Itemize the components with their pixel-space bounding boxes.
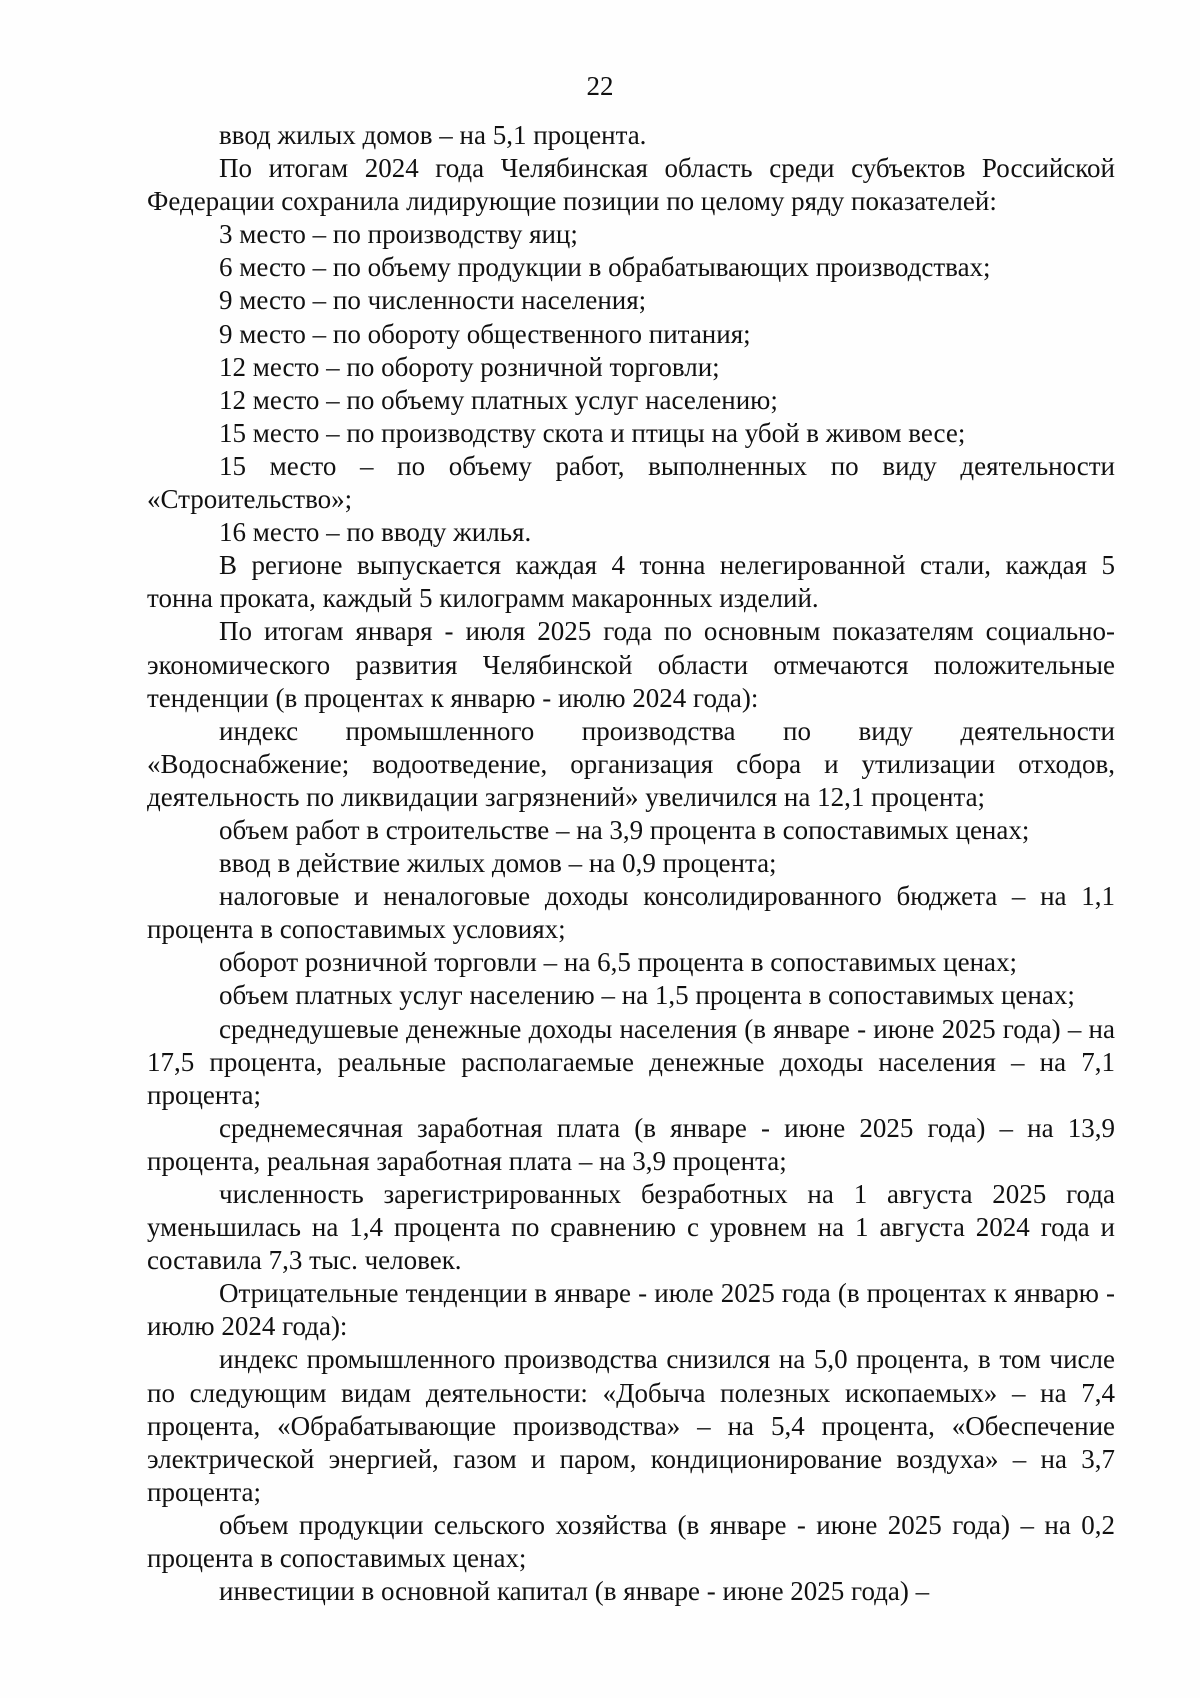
paragraph: Отрицательные тенденции в январе - июле 2025 года (в процентах к январю - июлю 2024 года): (147, 1278, 1115, 1342)
document-body (147, 119, 1115, 1608)
ranking-item: 16 место – по вводу жилья. (219, 517, 532, 548)
ranking-item: 12 место – по обороту розничной торговли; (219, 351, 720, 382)
ranking-item: 12 место – по объему платных услуг населению; (219, 384, 778, 415)
ranking-item: 9 место – по обороту общественного питания; (219, 318, 751, 349)
indicator-item: объем платных услуг населению – на 1,5 процента в сопоставимых ценах; (219, 980, 1075, 1011)
ranking-item: 15 место – по производству скота и птицы на убой в живом весе; (219, 417, 966, 448)
paragraph: По итогам 2024 года Челябинская область среди субъектов Российской Федерации сохранила лидирующие позиции по целому ряду показателей: (147, 153, 1115, 217)
indicator-item: индекс промышленного производства снизился на 5,0 процента, в том числе по следующим видам деятельности: «Добыча полезных ископаемых» – на 7,4 процента, «Обрабатывающие производства» – на 5,4 процента, «Обеспечение электрической энергией, газом и паром, кондиционирование воздуха» – на 3,7 процента; (147, 1344, 1115, 1507)
ranking-item: 3 место – по производству яиц; (219, 219, 578, 250)
indicator-item: оборот розничной торговли – на 6,5 процента в сопоставимых ценах; (219, 947, 1018, 978)
ranking-item: 9 место – по численности населения; (219, 285, 647, 316)
indicator-item: налоговые и неналоговые доходы консолидированного бюджета – на 1,1 процента в сопоставимых условиях; (147, 881, 1115, 945)
ranking-item: 6 место – по объему продукции в обрабатывающих производствах; (219, 252, 991, 283)
paragraph: ввод жилых домов – на 5,1 процента. (219, 120, 647, 150)
indicator-item: объем работ в строительстве – на 3,9 процента в сопоставимых ценах; (219, 814, 1030, 845)
indicator-item: среднедушевые денежные доходы населения (в январе - июне 2025 года) – на 17,5 процента, реальные располагаемые денежные доходы населения – на 7,1 процента; (147, 1013, 1115, 1110)
paragraph: В регионе выпускается каждая 4 тонна нелегированной стали, каждая 5 тонна проката, каждый 5 килограмм макаронных изделий. (147, 550, 1115, 614)
indicator-item: численность зарегистрированных безработных на 1 августа 2025 года уменьшилась на 1,4 процента по сравнению с уровнем на 1 августа 2024 года и составила 7,3 тыс. человек. (147, 1179, 1115, 1276)
indicator-item: ввод в действие жилых домов – на 0,9 процента; (219, 848, 777, 879)
paragraph: По итогам января - июля 2025 года по основным показателям социально-экономического развития Челябинской области отмечаются положительные тенденции (в процентах к январю - июлю 2024 года): (147, 616, 1115, 713)
indicator-item: объем продукции сельского хозяйства (в январе - июне 2025 года) – на 0,2 процента в сопоставимых ценах; (147, 1509, 1115, 1574)
page-number: 22 (586, 71, 614, 101)
indicator-item: индекс промышленного производства по виду деятельности «Водоснабжение; водоотведение, организация сбора и утилизации отходов, деятельность по ликвидации загрязнений» увеличился на 12,1 процента; (147, 715, 1115, 812)
indicator-item: инвестиции в основной капитал (в январе - июне 2025 года) – (219, 1576, 930, 1607)
indicator-item: среднемесячная заработная плата (в январе - июне 2025 года) – на 13,9 процента, реальная заработная плата – на 3,9 процента; (147, 1112, 1115, 1176)
ranking-item: 15 место – по объему работ, выполненных по виду деятельности «Строительство»; (147, 450, 1115, 515)
